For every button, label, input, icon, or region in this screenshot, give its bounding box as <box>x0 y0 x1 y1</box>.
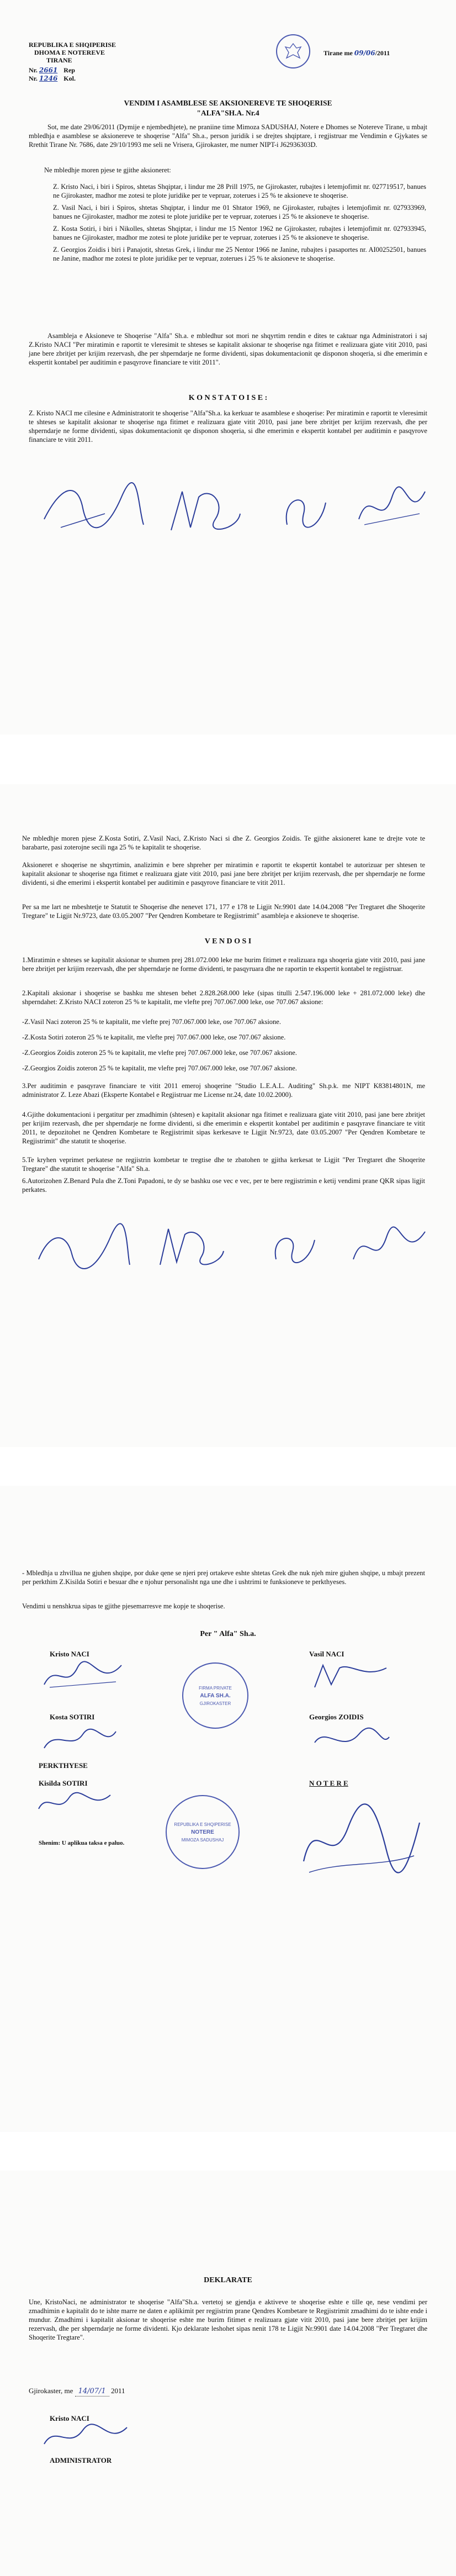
page-1 <box>0 0 456 735</box>
signature <box>265 1226 320 1270</box>
header-line: REPUBLIKA E SHQIPERISE <box>29 41 116 49</box>
signature <box>276 486 331 536</box>
signatory-name: Vasil NACI <box>309 1650 344 1658</box>
header-line: DHOMA E NOTEREVE <box>34 49 105 56</box>
notary-label: N O T E R E <box>309 1779 348 1787</box>
translator-name: Kisilda SOTIRI <box>39 1779 88 1787</box>
signature <box>309 1720 392 1759</box>
shareholder-list <box>53 182 426 266</box>
signatory-name: Kristo NACI <box>50 1650 89 1658</box>
shareholder-item: Z. Vasil Naci, i biri i Spiros, shtetas Shqiptar, i lindur me 01 Shtator 1969, ne Gjirokaster, rubajtes i letemjofimit nr. 027933969, banues ne Gjirokaster, madhor me zotesi te plote juridike per te vepruar, zoterues i 25 % te aksioneve te shoqerise. <box>53 204 426 220</box>
decision-subitem: -Z.Kosta Sotiri zoteron 25 % te kapitalit, me vlefte prej 707.067.000 leke, ose 707.067 aksione. <box>22 1033 286 1041</box>
signature <box>33 1221 132 1281</box>
signed-paragraph: Vendimi u nenshkrua sipas te gjithe pjesemarresve me kopje te shoqerise. <box>22 1602 225 1610</box>
page-4 <box>0 2171 456 2576</box>
stamp-text: MIMOZA SADUSHAJ <box>181 1837 224 1843</box>
signature <box>39 1720 121 1759</box>
rep-label: Rep <box>63 66 75 74</box>
stamp-text: REPUBLIKA E SHQIPERISE <box>174 1822 231 1827</box>
stamp-text: NOTERE <box>191 1829 214 1835</box>
shareholder-item: Z. Kosta Sotiri, i biri i Nikolles, shtetas Shqiptar, i lindur me 15 Nentor 1962 ne Gjirokaster, rubajtes i letemjofimit nr. 027933945, banues ne Gjirokaster, madhor me zotesi te plote juridike per te vepruar, zoterues i 25 % te aksioneve te shoqerise. <box>53 225 426 241</box>
signatory-name: Kosta SOTIRI <box>50 1713 95 1721</box>
eagle-emblem-icon <box>276 34 310 68</box>
decision-item-2: 2.Kapitali aksionar i shoqerise se bashku me shtesen behet 2.828.268.000 leke (sipas titulli 2.547.196.000 leke + 281.072.000 leke) dhe shperndahet: Z.Kristo NACI zoteron 25 % te kapitalit, me vlefte prej 707.067.000 leke, ose 707.067 aksione: <box>22 989 425 1006</box>
decision-subitem: -Z.Georgios Zoidis zoteron 25 % te kapitalit, me vlefte prej 707.067.000 leke, ose 707.067 aksione. <box>22 1064 297 1072</box>
signature <box>166 481 243 541</box>
shareholder-item: Z. Georgios Zoidis i biri i Panajotit, shtetas Grek, i lindur me 25 Nentor 1966 ne Janine, rubajtes i pasaportes nr. AI00252501, banues ne Janine, madhor me zotesi te plote juridike per te vepruar, zoterues i 25 % te aksioneve te shoqerise. <box>53 246 426 262</box>
signatory-name: Georgios ZOIDIS <box>309 1713 364 1721</box>
company-stamp <box>182 1662 248 1729</box>
notary-signature <box>293 1795 425 1883</box>
decision-item-4: 4.Gjithe dokumentacioni i pergatitur per zmadhimin (shtesen) e kapitalit aksionar nga fitimet e realizuara gjate vitit 2010, pasi jane bere zbritjet per krijim rezervash, dhe per shperndarje ne forme dividenti, si dhe emerimin e ekspertit kontabel per auditimin e pasqyrave financiare te vitit 2011, te depozitohet ne Qendren Kombetare te Regjistrimit sipas kerkesave te Ligjit Nr.9723, date 03.05.2007 "Per Qendren Kombetare te Regjistrimit" dhe statutit te shoqerise. <box>22 1111 425 1145</box>
vendosi-heading: V E N D O S I <box>204 937 252 946</box>
konstatoi-paragraph: Z. Kristo NACI me cilesine e Administratorit te shoqerise "Alfa"Sh.a. ka kerkuar te asamblese e shoqerise: Per miratimin e raportit te vleresimit te shteses se kapitalit aksionar te shoqerise nga fitimet e realizuara gjate vitit 2010, pasi jane bere zbritjet per krijim rezervash, dhe per shperndarje ne forme dividenti, sipas dokumentacionit qe disponon shoqeria, si dhe emerimin e ekspertit kontabel per auditimin e pasqyrove financiare te vitit 2011. <box>29 409 427 444</box>
nr-label: Nr. <box>29 75 38 82</box>
date-prefix: Tirane me <box>324 49 353 57</box>
page-gap <box>0 1447 456 1486</box>
decision-item-6: 6.Autorizohen Z.Benard Pula dhe Z.Toni Papadoni, te dy se bashku ose vec e vec, per te bere regjistrimin e ketij vendimi prane QKR sipas ligjit perkates. <box>22 1177 425 1194</box>
signature <box>348 1221 431 1276</box>
declaration-place: Gjirokaster, me <box>29 2387 73 2395</box>
document-subtitle: "ALFA"SH.A. Nr.4 <box>197 109 259 117</box>
konstatoi-heading: K O N S T A T O I S E : <box>188 394 268 402</box>
signature <box>39 1657 127 1696</box>
document-date <box>324 49 390 58</box>
company-heading: Per " Alfa" Sh.a. <box>200 1630 256 1638</box>
declaration-text: Une, KristoNaci, ne administrator te shoqerise "Alfa"Sh.a. vertetoj se gjendja e aktiveve te shoqerise eshte e tille qe, nese vendimi per zmadhimin e kapitalit do te ishte marre ne daten e aplikimit per regjistrim prane Qendres Kombetare te Regjistrimit zmadhimi do te ishte ende i mundur. Zmadhimi i kapitalit aksionar te shoqerise eshte me burim fitimet e realizuara gjate vitit 2010, pasi jane bere zbritjet per krijim rezervash, dhe per shperndarje ne forme dividenti. Kjo deklarate leshohet sipas nenit 178 te Ligjit Nr.9901 date 14.04.2008 "Per Tregtaret dhe Shoqerite Tregtare". <box>29 2298 427 2341</box>
review-paragraph: Aksioneret e shoqerise ne shqyrtimin, analizimin e bere shpreher per miratimin e raportit te ekspertit kontabel te autorizuar per shtesen te kapitalit aksionar te shoqerise nga fitimet e realizuara gjate vitit 2010, pasi jane bere zbritjet per krijim rezervash, dhe per shperndarje ne forme dividenti, si dhe emerimi i ekspertit kontabel per auditimin e pasqyrove financiare te vitit 2011. <box>22 861 425 886</box>
translation-paragraph: - Mbledhja u zhvillua ne gjuhen shqipe, por duke qene se njeri prej ortakeve eshte shtetas Grek dhe nuk njeh mire gjuhen shqipe, u mbajt prezent per perkthim Z.Kisilda Sotiri e besuar dhe e njohur personalisht nga une dhe i ushtrimi te funksioneve te perkthyeses. <box>22 1569 425 1586</box>
decision-subitem: -Z.Georgios Zoidis zoteron 25 % te kapitalit, me vlefte prej 707.067.000 leke, ose 707.067 aksione. <box>22 1049 297 1057</box>
decision-item-5: 5.Te kryhen veprimet perkatese ne regjistrin kombetar te tregtise dhe te zbatohen te gjitha kerkesat te Ligjit "Per Tregtaret dhe Shoqerite Tregtare" dhe statutit te shoqerise "Alfa" Sh.a. <box>22 1156 425 1173</box>
page-gap <box>0 2132 456 2171</box>
assembly-paragraph: Asambleja e Aksioneve te Shoqerise "Alfa" Sh.a. e mbledhur sot mori ne shqyrtim rendin e dites te caktuar nga Administratori i saj Z.Kristo NACI "Per miratimin e raportit te vleresimit te shteses se kapitalit aksionar te shoqerise nga fitimet e realizuara gjate vitit 2010, pasi jane bere zbritjet per krijim rezervash, dhe per shperndarje ne forme dividenti, sipas dokumentacionit qe disponon shoqeria, si dhe emerimin e ekspertit kontabel per auditimin e pasqyrove financiare te vitit 2011". <box>29 332 427 366</box>
decision-item-1: 1.Miratimin e shteses se kapitalit aksionar te shumen prej 281.072.000 leke me burim fitimet e realizuara nga shoqeria gjate vitit 2010, pasi jane bere zbritjet per krijim rezervash, dhe per shperndarje ne forme dividenti, te pasqyruara dhe ne raportin te ekspertit kontabel te regjistruar. <box>22 956 425 973</box>
header-line: TIRANE <box>46 56 72 64</box>
page-3 <box>0 1486 456 2132</box>
document-header <box>29 41 116 64</box>
signature <box>39 475 149 541</box>
declarant-role: ADMINISTRATOR <box>50 2456 112 2464</box>
stamp-text: FIRMA PRIVATE <box>199 1685 232 1691</box>
intro-paragraph: Sot, me date 29/06/2011 (Dymije e njembedhjete), ne praniine time Mimoza SADUSHAJ, Notere e Dhomes se Notereve Tirane, u mbajt mbledhja e asamblese se aksionereve te shoqerise "Alfa" Sh.a., person juridik i se drejtes shqiptare, i regjistruar me Vendimin e Gjykates se Rrethit Tirane Nr. 7686, date 29/10/1993 me seli ne Vrisera, Gjirokaster, me numer NIPT-i J62936303D. <box>29 123 427 149</box>
page-gap <box>0 735 456 784</box>
signature <box>39 2419 132 2452</box>
legal-basis-paragraph: Per sa me lart ne mbeshtetje te Statutit te Shoqerise dhe nenevet 171, 177 e 178 te Ligjit Nr.9901 date 14.04.2008 "Per Tregtaret dhe Shoqerite Tregtare" te Ligjit Nr.9723, date 03.05.2007 "Per Qendren Kombetare te Regjistrimit" asambleja e aksioneve te shoqerise. <box>22 903 425 920</box>
present-line: Ne mbledhje moren pjese te gjithe aksioneret: <box>44 166 171 174</box>
translator-label: PERKTHYESE <box>39 1761 88 1770</box>
rep-number-value: 2661 <box>39 66 58 74</box>
shareholder-item: Z. Kristo Naci, i biri i Spiros, shtetas Shqiptar, i lindur me 28 Prill 1975, ne Gjirokaster, rubajtes i letemjofimit nr. 027719517, banues ne Gjirokaster, madhor me zotesi te plote juridike per te vepruar, zoterues i 25 % te aksioneve te shoqerise. <box>53 183 426 199</box>
declaration-place-date <box>29 2386 125 2396</box>
stamp-text: ALFA SH.A. <box>200 1692 231 1699</box>
notary-stamp <box>166 1795 240 1869</box>
signature <box>155 1221 226 1276</box>
signature <box>353 481 431 536</box>
signature <box>33 1787 116 1820</box>
date-year: /2011 <box>375 49 390 57</box>
declarant-name: Kristo NACI <box>50 2414 89 2422</box>
kol-label: Kol. <box>63 75 76 82</box>
stamp-text: GJIROKASTER <box>199 1701 231 1706</box>
document-title: VENDIM I ASAMBLESE SE AKSIONEREVE TE SHOQERISE <box>124 99 332 107</box>
signature <box>309 1657 392 1696</box>
declaration-title: DEKLARATE <box>204 2276 252 2284</box>
tax-note: Shenim: U aplikua taksa e paluo. <box>39 1840 125 1846</box>
declaration-date-value: 14/07/1 <box>75 2387 109 2396</box>
page-2 <box>0 784 456 1447</box>
declaration-year: 2011 <box>110 2387 125 2395</box>
rep-numbers <box>29 66 76 83</box>
decision-item-3: 3.Per auditimin e pasqyrave financiare te vitit 2011 emeroj shoqerine "Studio L.E.A.L. Auditing" Sh.p.k. me NIPT K83814801N, me administrator Z. Leze Abazi (Eksperte Kontabel e Regjistruar me License nr.24, date 10.02.2000). <box>22 1082 425 1099</box>
decision-subitem: -Z.Vasil Naci zoteron 25 % te kapitalit, me vlefte prej 707.067.000 leke, ose 707.067 aksione. <box>22 1018 281 1026</box>
date-value: 09/06 <box>354 49 375 57</box>
kol-number-value: 1246 <box>39 75 58 82</box>
participants-paragraph: Ne mbledhje moren pjese Z.Kosta Sotiri, Z.Vasil Naci, Z.Kristo Naci si dhe Z. Georgios Zoidis. Te gjithe aksioneret kane te drejte vote te barabarte, pasi zoterojne secili nga 25 % te kapitalit te shoqerise. <box>22 835 425 851</box>
nr-label: Nr. <box>29 66 38 74</box>
